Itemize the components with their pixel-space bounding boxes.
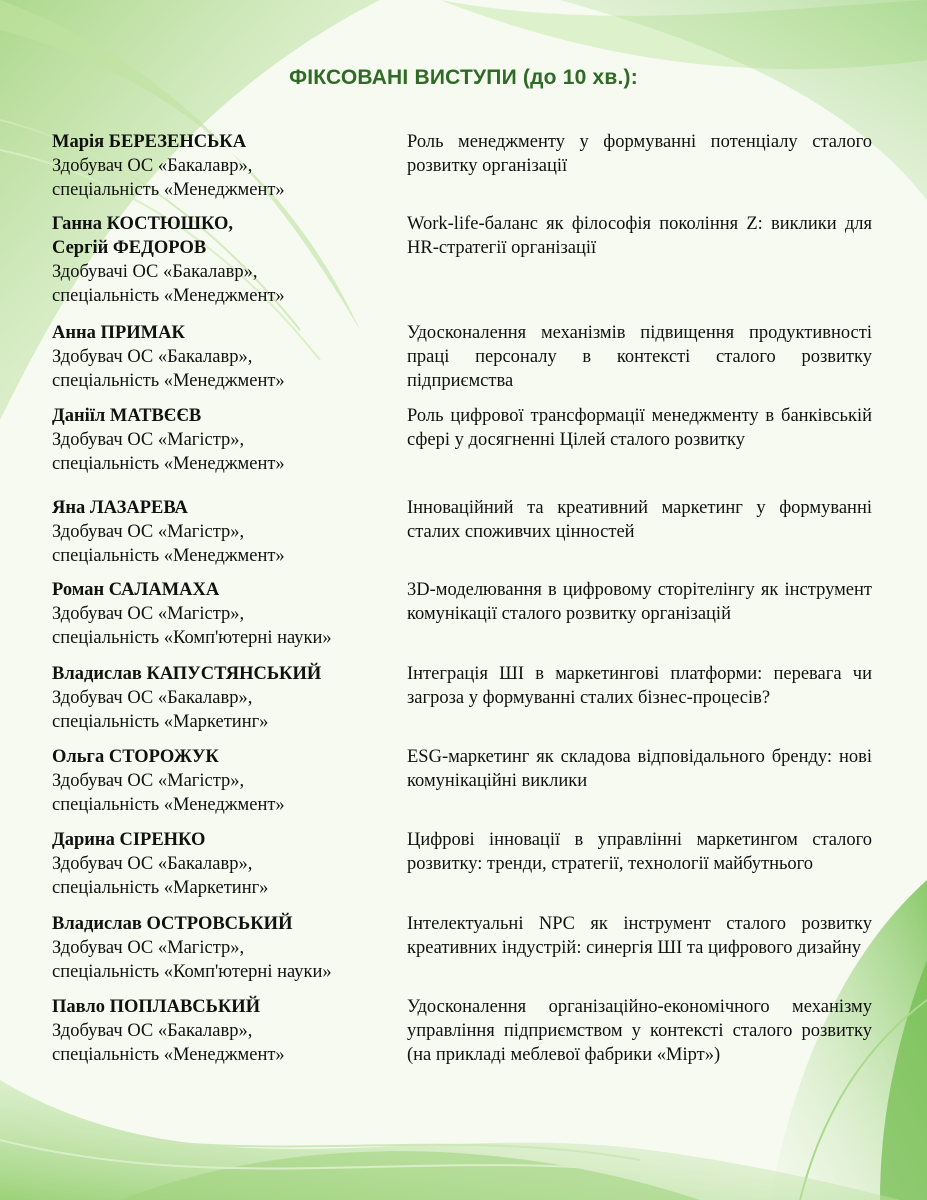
speaker-info xyxy=(52,912,392,984)
speaker-specialty: спеціальність «Менеджмент» xyxy=(52,454,285,474)
speaker-info xyxy=(52,828,392,900)
speech-topic: Інноваційний та креативний маркетинг у формуванні сталих споживчих цінностей xyxy=(407,498,872,542)
speaker-name: Роман САЛАМАХА xyxy=(52,580,220,600)
speaker-specialty: спеціальність «Комп'ютерні науки» xyxy=(52,962,332,982)
speech-topic: Роль цифрової трансформації менеджменту в банківській сфері у досягненні Цілей сталого розвитку xyxy=(407,406,872,450)
speaker-name: Ольга СТОРОЖУК xyxy=(52,747,219,767)
speaker-status: Здобувач ОС «Магістр», xyxy=(52,604,245,624)
speech-topic: 3D-моделювання в цифровому сторітелінгу як інструмент комунікації сталого розвитку організацій xyxy=(407,580,872,624)
speaker-status: Здобувач ОС «Бакалавр», xyxy=(52,156,253,176)
speaker-name: Дарина СІРЕНКО xyxy=(52,830,206,850)
speaker-info xyxy=(52,995,392,1067)
speech-topic: Інтеграція ШІ в маркетингові платформи: перевага чи загроза у формуванні сталих бізнес-процесів? xyxy=(407,664,872,708)
speaker-name: Марія БЕРЕЗЕНСЬКА xyxy=(52,132,247,152)
speaker-status: Здобувач ОС «Магістр», xyxy=(52,938,245,958)
speaker-info xyxy=(52,745,392,817)
speaker-name: Яна ЛАЗАРЕВА xyxy=(52,498,188,518)
speaker-info xyxy=(52,130,392,202)
speaker-status: Здобувач ОС «Магістр», xyxy=(52,771,245,791)
page-title: ФІКСОВАНІ ВИСТУПИ (до 10 хв.): xyxy=(289,66,638,89)
speaker-status: Здобувач ОС «Магістр», xyxy=(52,522,245,542)
speaker-status: Здобувач ОС «Бакалавр», xyxy=(52,347,253,367)
speech-topic: Work-life-баланс як філософія покоління Z: виклики для HR-стратегії організації xyxy=(407,214,872,258)
speaker-status: Здобувач ОС «Магістр», xyxy=(52,430,245,450)
speaker-name: Владислав КАПУСТЯНСЬКИЙ xyxy=(52,664,322,684)
speaker-name: Владислав ОСТРОВСЬКИЙ xyxy=(52,914,293,934)
speaker-specialty: спеціальність «Менеджмент» xyxy=(52,286,285,306)
speaker-info xyxy=(52,321,392,393)
speaker-name: Даніїл МАТВЄЄВ xyxy=(52,406,202,426)
speaker-specialty: спеціальність «Менеджмент» xyxy=(52,795,285,815)
speaker-info xyxy=(52,662,392,734)
speaker-specialty: спеціальність «Маркетинг» xyxy=(52,878,269,898)
speaker-info xyxy=(52,496,392,568)
speaker-specialty: спеціальність «Менеджмент» xyxy=(52,546,285,566)
speech-topic: ESG-маркетинг як складова відповідального бренду: нові комунікаційні виклики xyxy=(407,747,872,791)
speech-topic: Удосконалення механізмів підвищення продуктивності праці персоналу в контексті сталого розвитку підприємства xyxy=(407,323,872,391)
speech-topic: Роль менеджменту у формуванні потенціалу сталого розвитку організації xyxy=(407,132,872,176)
speaker-status: Здобувач ОС «Бакалавр», xyxy=(52,1021,253,1041)
speaker-specialty: спеціальність «Менеджмент» xyxy=(52,1045,285,1065)
speaker-specialty: спеціальність «Комп'ютерні науки» xyxy=(52,628,332,648)
speaker-info xyxy=(52,404,392,476)
speaker-name: Анна ПРИМАК xyxy=(52,323,185,343)
speaker-status: Здобувач ОС «Бакалавр», xyxy=(52,854,253,874)
speaker-specialty: спеціальність «Менеджмент» xyxy=(52,371,285,391)
speaker-info xyxy=(52,578,392,650)
speaker-info xyxy=(52,212,392,308)
speech-topic: Інтелектуальні NPC як інструмент сталого розвитку креативних індустрій: синергія ШІ та цифрового дизайну xyxy=(407,914,872,958)
speech-topic: Цифрові інновації в управлінні маркетингом сталого розвитку: тренди, стратегії, технології майбутнього xyxy=(407,830,872,874)
speech-topic: Удосконалення організаційно-економічного механізму управління підприємством у контексті сталого розвитку (на прикладі меблевої фабрики «Мірт») xyxy=(407,997,872,1065)
speaker-specialty: спеціальність «Менеджмент» xyxy=(52,180,285,200)
speaker-name: Ганна КОСТЮШКО, Сергій ФЕДОРОВ xyxy=(52,214,233,258)
speaker-name: Павло ПОПЛАВСЬКИЙ xyxy=(52,997,261,1017)
speaker-status: Здобувачі ОС «Бакалавр», xyxy=(52,262,258,282)
speaker-status: Здобувач ОС «Бакалавр», xyxy=(52,688,253,708)
speaker-specialty: спеціальність «Маркетинг» xyxy=(52,712,269,732)
